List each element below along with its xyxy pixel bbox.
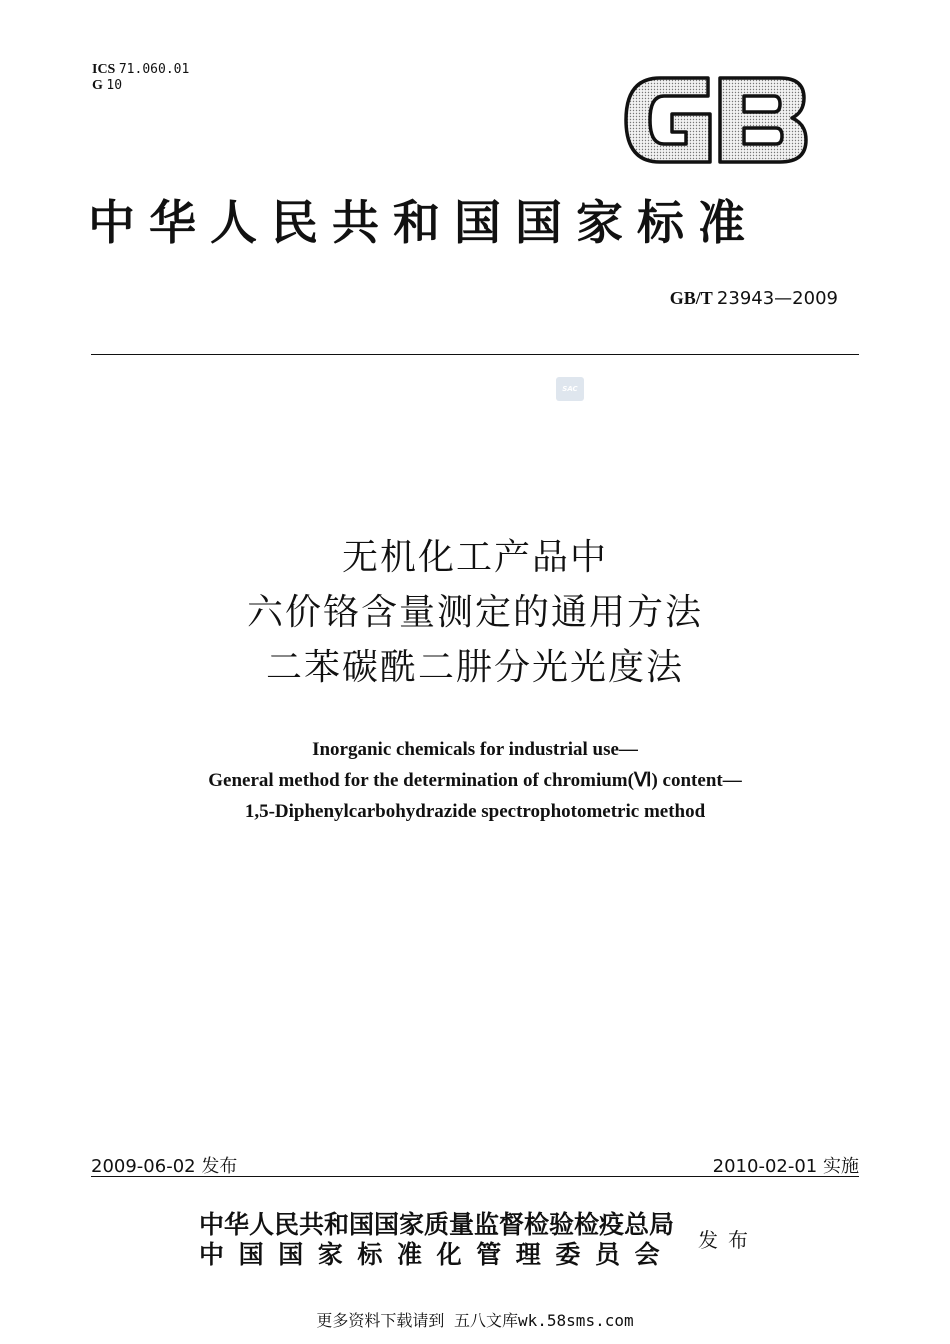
sac-watermark-logo: SAC	[556, 377, 584, 401]
implementation-date: 2010-02-01 实施	[712, 1156, 859, 1177]
ccs-label: G	[92, 78, 103, 93]
ics-value: 71.060.01	[118, 62, 190, 77]
ics-code	[92, 62, 189, 78]
standard-category-title: 中华人民共和国国家标准	[88, 196, 759, 251]
chinese-title-line: 二苯碳酰二肼分光光度法	[265, 647, 684, 688]
ccs-value: 10	[106, 78, 123, 93]
top-divider	[91, 354, 859, 355]
issuer-aqsiq: 中华人民共和国国家质量监督检验检疫总局	[199, 1210, 675, 1239]
bottom-divider	[91, 1176, 859, 1177]
download-footer: 更多资料下载请到 五八文库wk.58sms.com	[316, 1311, 634, 1330]
gb-logo-text: GB	[620, 70, 622, 71]
ccs-code	[92, 78, 189, 94]
english-title-line: General method for the determination of chromium(Ⅵ) content—	[208, 770, 742, 791]
standard-number-value: 23943—2009	[716, 288, 838, 309]
issuing-authorities	[199, 1210, 674, 1270]
ics-label: ICS	[92, 62, 116, 77]
chinese-title	[0, 530, 950, 695]
gb-logo	[620, 70, 810, 170]
classification-codes	[92, 62, 189, 94]
chinese-title-line: 无机化工产品中	[341, 537, 608, 578]
issue-date: 2009-06-02 发布	[91, 1156, 238, 1177]
english-title-line: 1,5-Diphenylcarbohydrazide spectrophotometric method	[244, 801, 706, 822]
english-title	[0, 734, 950, 827]
chinese-title-line: 六价铬含量测定的通用方法	[246, 592, 703, 633]
standard-prefix: GB/T	[669, 288, 713, 308]
publish-label: 发布	[698, 1228, 758, 1252]
issuer-sac: 中国国家标准化管理委员会	[199, 1240, 675, 1269]
english-title-line: Inorganic chemicals for industrial use—	[312, 739, 638, 760]
standard-number	[670, 288, 838, 309]
